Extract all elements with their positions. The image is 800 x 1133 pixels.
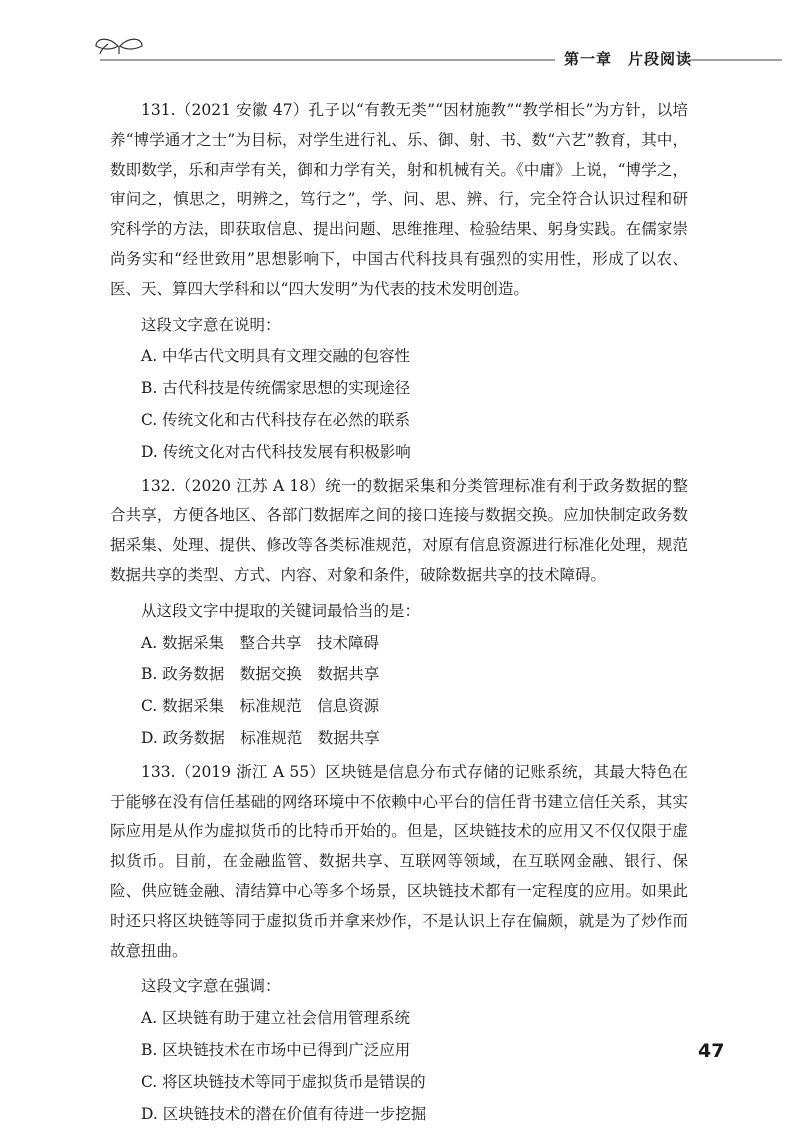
page-header (0, 0, 800, 80)
option-b: B. 政务数据 数据交换 数据共享 (141, 665, 380, 684)
question-stem: 133.（2019 浙江 A 55）区块链是信息分布式存储的记账系统，其最大特色在于能够在没有信任基础的网络环境中不依赖中心平台的信任背书建立信任关系，其实际应用是从作为虚拟货币的比特币开始的。但是，区块链技术的应用又不仅仅限于虚拟货币。目前，在金融监管、数据共享、互联网等领域，在互联网金融、银行、保险、供应链金融、清结算中心等多个场景，区块链技术都有一定程度的应用。如果此时还只将区块链等同于虚拟货币并拿来炒作，不是认识上存在偏颇，就是为了炒作而故意扭曲。 (110, 762, 688, 960)
question-prompt: 这段文字意在说明： (141, 315, 281, 334)
option-c: C. 传统文化和古代科技存在必然的联系 (141, 410, 411, 429)
question-132 (110, 472, 688, 754)
page-number: 47 (698, 1040, 725, 1062)
option-d: D. 政务数据 标准规范 数据共享 (141, 728, 380, 747)
option-a: A. 数据采集 整合共享 技术障碍 (141, 633, 380, 652)
question-133 (110, 758, 688, 1130)
option-a: A. 区块链有助于建立社会信用管理系统 (141, 1009, 411, 1028)
question-prompt: 这段文字意在强调： (141, 977, 281, 996)
option-d: D. 区块链技术的潜在价值有待进一步挖掘 (141, 1104, 427, 1123)
option-b: B. 区块链技术在市场中已得到广泛应用 (141, 1040, 411, 1059)
option-c: C. 将区块链技术等同于虚拟货币是错误的 (141, 1072, 426, 1091)
chapter-title: 第一章 片段阅读 (564, 50, 693, 68)
option-d: D. 传统文化对古代科技发展有积极影响 (141, 442, 411, 461)
option-a: A. 中华古代文明具有文理交融的包容性 (141, 347, 411, 366)
sprout-icon (96, 39, 142, 54)
question-stem: 131.（2021 安徽 47）孔子以“有教无类”“因材施教”“教学相长”为方针，以培养“博学通才之士”为目标，对学生进行礼、乐、御、射、书、数“六艺”教育，其中，数即数学，乐和声学有关，御和力学有关，射和机械有关。《中庸》上说，“博学之，审问之，慎思之，明辨之，笃行之”，学、问、思、辨、行，完全符合认识过程和研究科学的方法，即获取信息、提出问题、思维推理、检验结果、躬身实践。在儒家崇尚务实和“经世致用”思想影响下，中国古代科技具有强烈的实用性，形成了以农、医、天、算四大学科和以“四大发明”为代表的技术发明创造。 (110, 101, 688, 298)
question-131 (110, 96, 688, 468)
question-prompt: 从这段文字中提取的关键词最恰当的是： (141, 601, 421, 620)
question-stem: 132.（2020 江苏 A 18）统一的数据采集和分类管理标准有利于政务数据的整合共享，方便各地区、各部门数据库之间的接口连接与数据交换。应加快制定政务数据采集、处理、提供、修改等各类标准规范，对原有信息资源进行标准化处理，规范数据共享的类型、方式、内容、对象和条件，破除数据共享的技术障碍。 (110, 476, 688, 584)
page-content (110, 96, 688, 1133)
option-b: B. 古代科技是传统儒家思想的实现途径 (141, 379, 411, 398)
option-c: C. 数据采集 标准规范 信息资源 (141, 697, 380, 716)
